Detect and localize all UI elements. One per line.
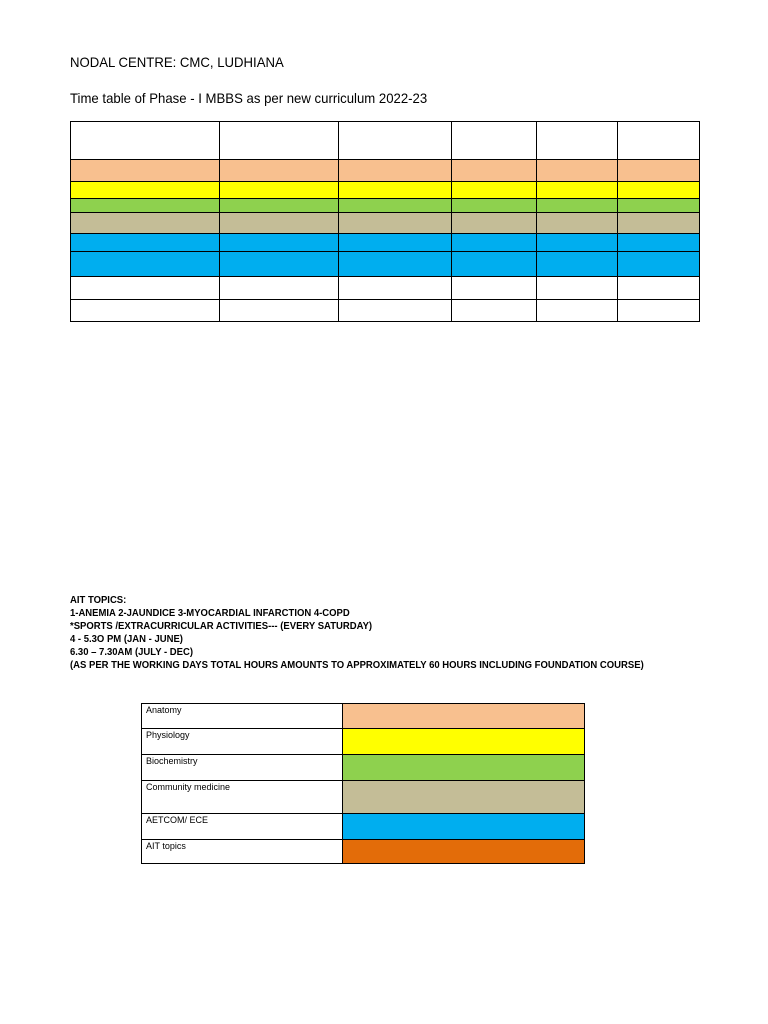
timetable-cell xyxy=(537,213,618,234)
timetable-cell xyxy=(618,234,700,252)
timetable-cell xyxy=(339,277,452,300)
legend-label: AETCOM/ ECE xyxy=(142,814,343,840)
timetable-cell xyxy=(537,277,618,300)
page-heading: NODAL CENTRE: CMC, LUDHIANA xyxy=(70,54,284,70)
timetable-cell xyxy=(220,160,339,182)
timetable-cell xyxy=(452,160,537,182)
legend-row xyxy=(142,840,585,864)
notes-sports: *SPORTS /EXTRACURRICULAR ACTIVITIES--- (EVERY SATURDAY) xyxy=(70,621,373,632)
notes-total-hours: (AS PER THE WORKING DAYS TOTAL HOURS AMOUNTS TO APPROXIMATELY 60 HOURS INCLUDING FOUNDATION COURSE) xyxy=(70,660,644,671)
legend-label: Community medicine xyxy=(142,781,343,814)
timetable-cell xyxy=(452,213,537,234)
timetable-cell xyxy=(537,234,618,252)
timetable-cell xyxy=(452,182,537,199)
timetable-cell xyxy=(339,199,452,213)
timetable-cell xyxy=(71,122,220,160)
legend-row xyxy=(142,704,585,729)
legend-row xyxy=(142,729,585,755)
notes-title: AIT TOPICS: xyxy=(70,595,127,606)
legend-swatch xyxy=(343,781,585,814)
timetable-cell xyxy=(71,213,220,234)
timetable-cell xyxy=(71,182,220,199)
timetable-row xyxy=(71,122,700,160)
timetable-cell xyxy=(339,252,452,277)
timetable-cell xyxy=(618,182,700,199)
timetable-cell xyxy=(339,213,452,234)
timetable-cell xyxy=(220,234,339,252)
notes xyxy=(70,594,644,672)
timetable-cell xyxy=(220,252,339,277)
timetable-cell xyxy=(618,252,700,277)
timetable xyxy=(70,121,700,322)
timetable-cell xyxy=(220,300,339,322)
timetable-row xyxy=(71,300,700,322)
timetable-cell xyxy=(71,199,220,213)
timetable-cell xyxy=(71,300,220,322)
color-legend xyxy=(141,703,585,864)
timetable-cell xyxy=(618,122,700,160)
timetable-row xyxy=(71,234,700,252)
legend-label: AIT topics xyxy=(142,840,343,864)
timetable-cell xyxy=(618,199,700,213)
timetable-cell xyxy=(537,252,618,277)
notes-schedule-july-dec: 6.30 – 7.30AM (JULY - DEC) xyxy=(70,647,194,658)
timetable-cell xyxy=(220,213,339,234)
timetable-cell xyxy=(71,160,220,182)
legend-swatch xyxy=(343,814,585,840)
timetable-cell xyxy=(339,300,452,322)
timetable-cell xyxy=(220,182,339,199)
timetable-cell xyxy=(71,234,220,252)
legend-row xyxy=(142,755,585,781)
timetable-cell xyxy=(339,182,452,199)
legend-label: Biochemistry xyxy=(142,755,343,781)
timetable-cell xyxy=(220,199,339,213)
legend-label: Physiology xyxy=(142,729,343,755)
timetable-cell xyxy=(71,252,220,277)
timetable-cell xyxy=(452,199,537,213)
legend-swatch xyxy=(343,729,585,755)
legend-swatch xyxy=(343,755,585,781)
timetable-cell xyxy=(618,213,700,234)
timetable-cell xyxy=(220,277,339,300)
legend-swatch xyxy=(343,840,585,864)
timetable-cell xyxy=(452,300,537,322)
timetable-cell xyxy=(618,277,700,300)
timetable-cell xyxy=(452,252,537,277)
timetable-cell xyxy=(618,160,700,182)
timetable-cell xyxy=(71,277,220,300)
timetable-cell xyxy=(537,122,618,160)
timetable-cell xyxy=(452,234,537,252)
timetable-cell xyxy=(537,199,618,213)
timetable-row xyxy=(71,252,700,277)
timetable-row xyxy=(71,277,700,300)
timetable-cell xyxy=(339,122,452,160)
timetable-cell xyxy=(537,160,618,182)
notes-ait-topics: 1-ANEMIA 2-JAUNDICE 3-MYOCARDIAL INFARCTION 4-COPD xyxy=(70,608,350,619)
timetable-row xyxy=(71,199,700,213)
timetable-row xyxy=(71,213,700,234)
timetable-cell xyxy=(339,160,452,182)
timetable-cell xyxy=(339,234,452,252)
timetable-row xyxy=(71,160,700,182)
timetable-cell xyxy=(537,300,618,322)
timetable-cell xyxy=(220,122,339,160)
legend-row xyxy=(142,781,585,814)
legend-label: Anatomy xyxy=(142,704,343,729)
legend-row xyxy=(142,814,585,840)
legend-swatch xyxy=(343,704,585,729)
timetable-row xyxy=(71,182,700,199)
notes-schedule-jan-june: 4 - 5.3O PM (JAN - JUNE) xyxy=(70,634,183,645)
timetable-cell xyxy=(452,277,537,300)
timetable-cell xyxy=(452,122,537,160)
timetable-cell xyxy=(537,182,618,199)
timetable-cell xyxy=(618,300,700,322)
page-subheading: Time table of Phase - I MBBS as per new curriculum 2022-23 xyxy=(70,90,428,106)
